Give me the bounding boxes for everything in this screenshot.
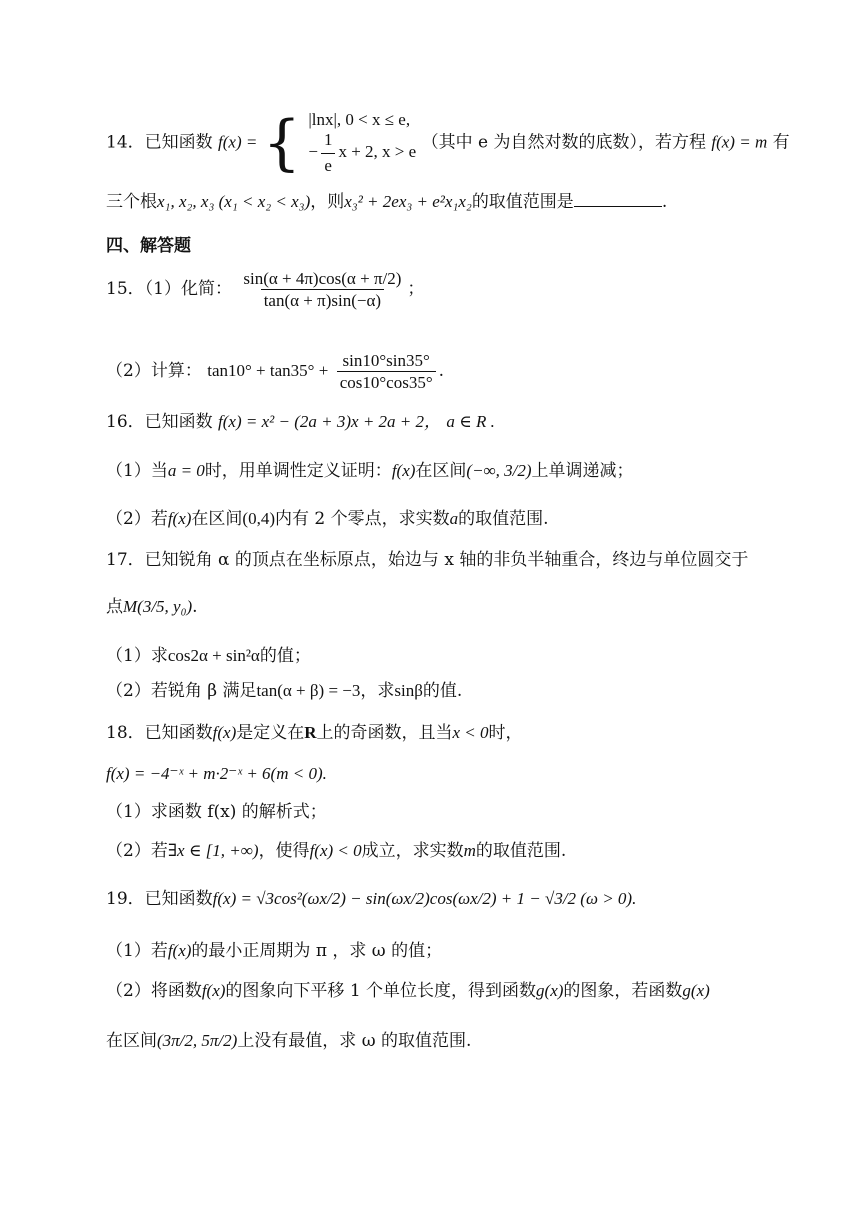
q17-line2-text-a: 点 [106,597,123,617]
q16-part2-text-d: 的取值范围. [458,509,549,529]
q16-part1 [106,462,760,480]
q16-part1-text-a: （1）当 [106,461,168,481]
q15-line1 [106,270,760,309]
q16-part1-text-d: 上单调递减； [531,461,634,481]
q17-part2-expr: tan(α + β) = −3 [256,681,361,700]
q14-brace: { [262,108,301,179]
q19-part1-f: f(x) [167,941,192,960]
q19-part2-text-c: 的图象，若函数 [563,981,683,1001]
q14-line1 [106,108,790,179]
q15-part2-end: . [438,361,445,381]
q17-line2 [106,598,760,616]
q15-part2-label: （2）计算： [106,361,202,381]
q14-tail: 有 [772,132,790,153]
q17-part2-text-d: 的值. [422,681,463,701]
q15-part2-expr: tan10° + tan35° + [207,361,329,380]
q16-part2-text-c: 内有 2 个零点，求实数 [275,509,450,529]
q19-part2-text-e: 上没有最值，求 ω 的取值范围. [237,1031,472,1051]
q17-point: M(3/5, y₀) [123,597,193,616]
q15-numerator: sin(α + 4π)cos(α + π/2) [243,269,402,288]
q18-text-d: 时， [488,723,523,743]
q19-part2-f: f(x) [201,981,226,1000]
q18-part2-text-c: 成立，求实数 [361,841,464,861]
q18-text-b: 是定义在 [236,723,305,743]
q19-number: 19．已知函数 [106,889,213,909]
q16-part2-text-a: （2）若 [106,509,168,529]
q18-cond: x < 0 [452,723,489,742]
q16-part1-interval: (−∞, 3/2) [466,461,532,480]
q16-number: 16．已知函数 [106,412,213,432]
q19-part2-text-b: 的图象向下平移 1 个单位长度，得到函数 [225,981,537,1001]
q14-number: 14．已知函数 [106,132,213,153]
q14-end: . [661,192,668,212]
q18-part2-ineq: f(x) < 0 [309,841,362,860]
q17-part1 [106,647,760,665]
q17-part2-text-a: （2）若锐角 β 满足 [106,681,257,701]
q14-fx: f(x) = [218,132,258,152]
q19-part2-g: g(x) [536,981,564,1000]
q16-part2-text-b: 在区间 [191,509,243,529]
q15-denominator: tan(α + π)sin(−α) [261,289,384,309]
q14-piecewise [308,110,416,176]
q18-text-c: 上的奇函数，且当 [316,723,453,743]
q17-part1-text-a: （1）求 [106,646,168,666]
q19-part2-interval: (3π/2, 5π/2) [157,1031,238,1050]
q18-number: 18．已知函数 [106,723,213,743]
q19-part2-text-d: 在区间 [106,1031,157,1051]
q18-R: R [304,723,317,742]
q16-part2-var: a [449,509,459,528]
q17-part2-text-b: ，求 [360,681,395,701]
q18-part1: （1）求函数 f(x) 的解析式； [106,802,327,822]
q19-part1-text-a: （1）若 [106,941,168,961]
q18-f: f(x) [212,723,237,742]
q14-expression: x₃² + 2ex₃ + e²x₁x₂ [344,192,472,211]
q16-part1-f: f(x) [391,461,416,480]
q18-part2-exists: ∃x ∈ [1, +∞) [167,841,259,860]
q19-part1-text-b: 的最小正周期为 π ，求 ω 的值； [191,941,443,961]
q17-line1: 17．已知锐角 α 的顶点在坐标原点，始边与 x 轴的非负半轴重合，终边与单位圆交于 [106,550,749,570]
q18-part2-text-d: 的取值范围. [475,841,567,861]
q16-function: f(x) = x² − (2a + 3)x + 2a + 2， [218,412,442,431]
q16-line1 [106,413,760,431]
q18-part2-var: m [463,841,476,860]
q16-part2 [106,510,760,528]
q14-equation: f(x) = m [711,132,768,152]
q14-piece1: |lnx|, 0 < x ≤ e, [308,110,411,129]
q19-part2-g2: g(x) [682,981,710,1000]
q17-part2-sin: sinβ [394,681,423,700]
q16-part2-f: f(x) [167,509,192,528]
q15-semicolon: ； [407,279,425,299]
q19-function: f(x) = √3cos²(ωx/2) − sin(ωx/2)cos(ωx/2) + 1 − √3/2 (ω > 0). [212,889,637,908]
q19-part2-text-a: （2）将函数 [106,981,202,1001]
q17-part1-expr: cos2α + sin²α [167,646,260,665]
q15-number: 15．（1）化简： [106,279,232,299]
q18-line1 [106,724,760,742]
q15-part2-fraction [337,352,436,391]
q18-part2 [106,842,760,860]
q14-answer-blank [574,192,662,207]
q14-line2-text-b: ，则 [310,192,345,212]
q15-line2 [106,352,760,391]
q15-part2-denominator: cos10°cos35° [337,371,436,391]
q19-part2 [106,982,760,1000]
q18-line2: f(x) = −4⁻ˣ + m·2⁻ˣ + 6(m < 0). [106,764,327,783]
q19-part1 [106,942,760,960]
q16-domain: a ∈ R . [446,412,495,431]
q14-line2-text-c: 的取值范围是 [471,192,574,212]
q14-line2-text-a: 三个根 [106,192,157,212]
q16-part1-text-b: 时，用单调性定义证明： [204,461,392,481]
q16-part1-text-c: 在区间 [415,461,467,481]
q17-part2 [106,682,760,700]
q15-part2-numerator: sin10°sin35° [342,351,430,370]
q14-note: （其中 e 为自然对数的底数），若方程 [421,132,706,153]
q17-part1-text-b: 的值； [259,646,311,666]
q14-line2 [106,192,760,211]
q18-part2-text-b: ，使得 [258,841,310,861]
q19-part2-line2 [106,1032,760,1050]
q16-part2-interval: (0,4) [242,509,275,528]
section-heading: 四、解答题 [106,236,191,256]
q16-part1-cond: a = 0 [167,461,205,480]
q17-line2-text-b: . [192,597,198,617]
q19-line1 [106,890,760,908]
q14-piece2: − $\frac{1}{e}$ x + 2, x > e [308,130,417,175]
q15-fraction [240,270,404,309]
q18-part2-text-a: （2）若 [106,841,168,861]
q14-roots: x₁, x₂, x₃ (x₁ < x₂ < x₃) [157,192,311,211]
